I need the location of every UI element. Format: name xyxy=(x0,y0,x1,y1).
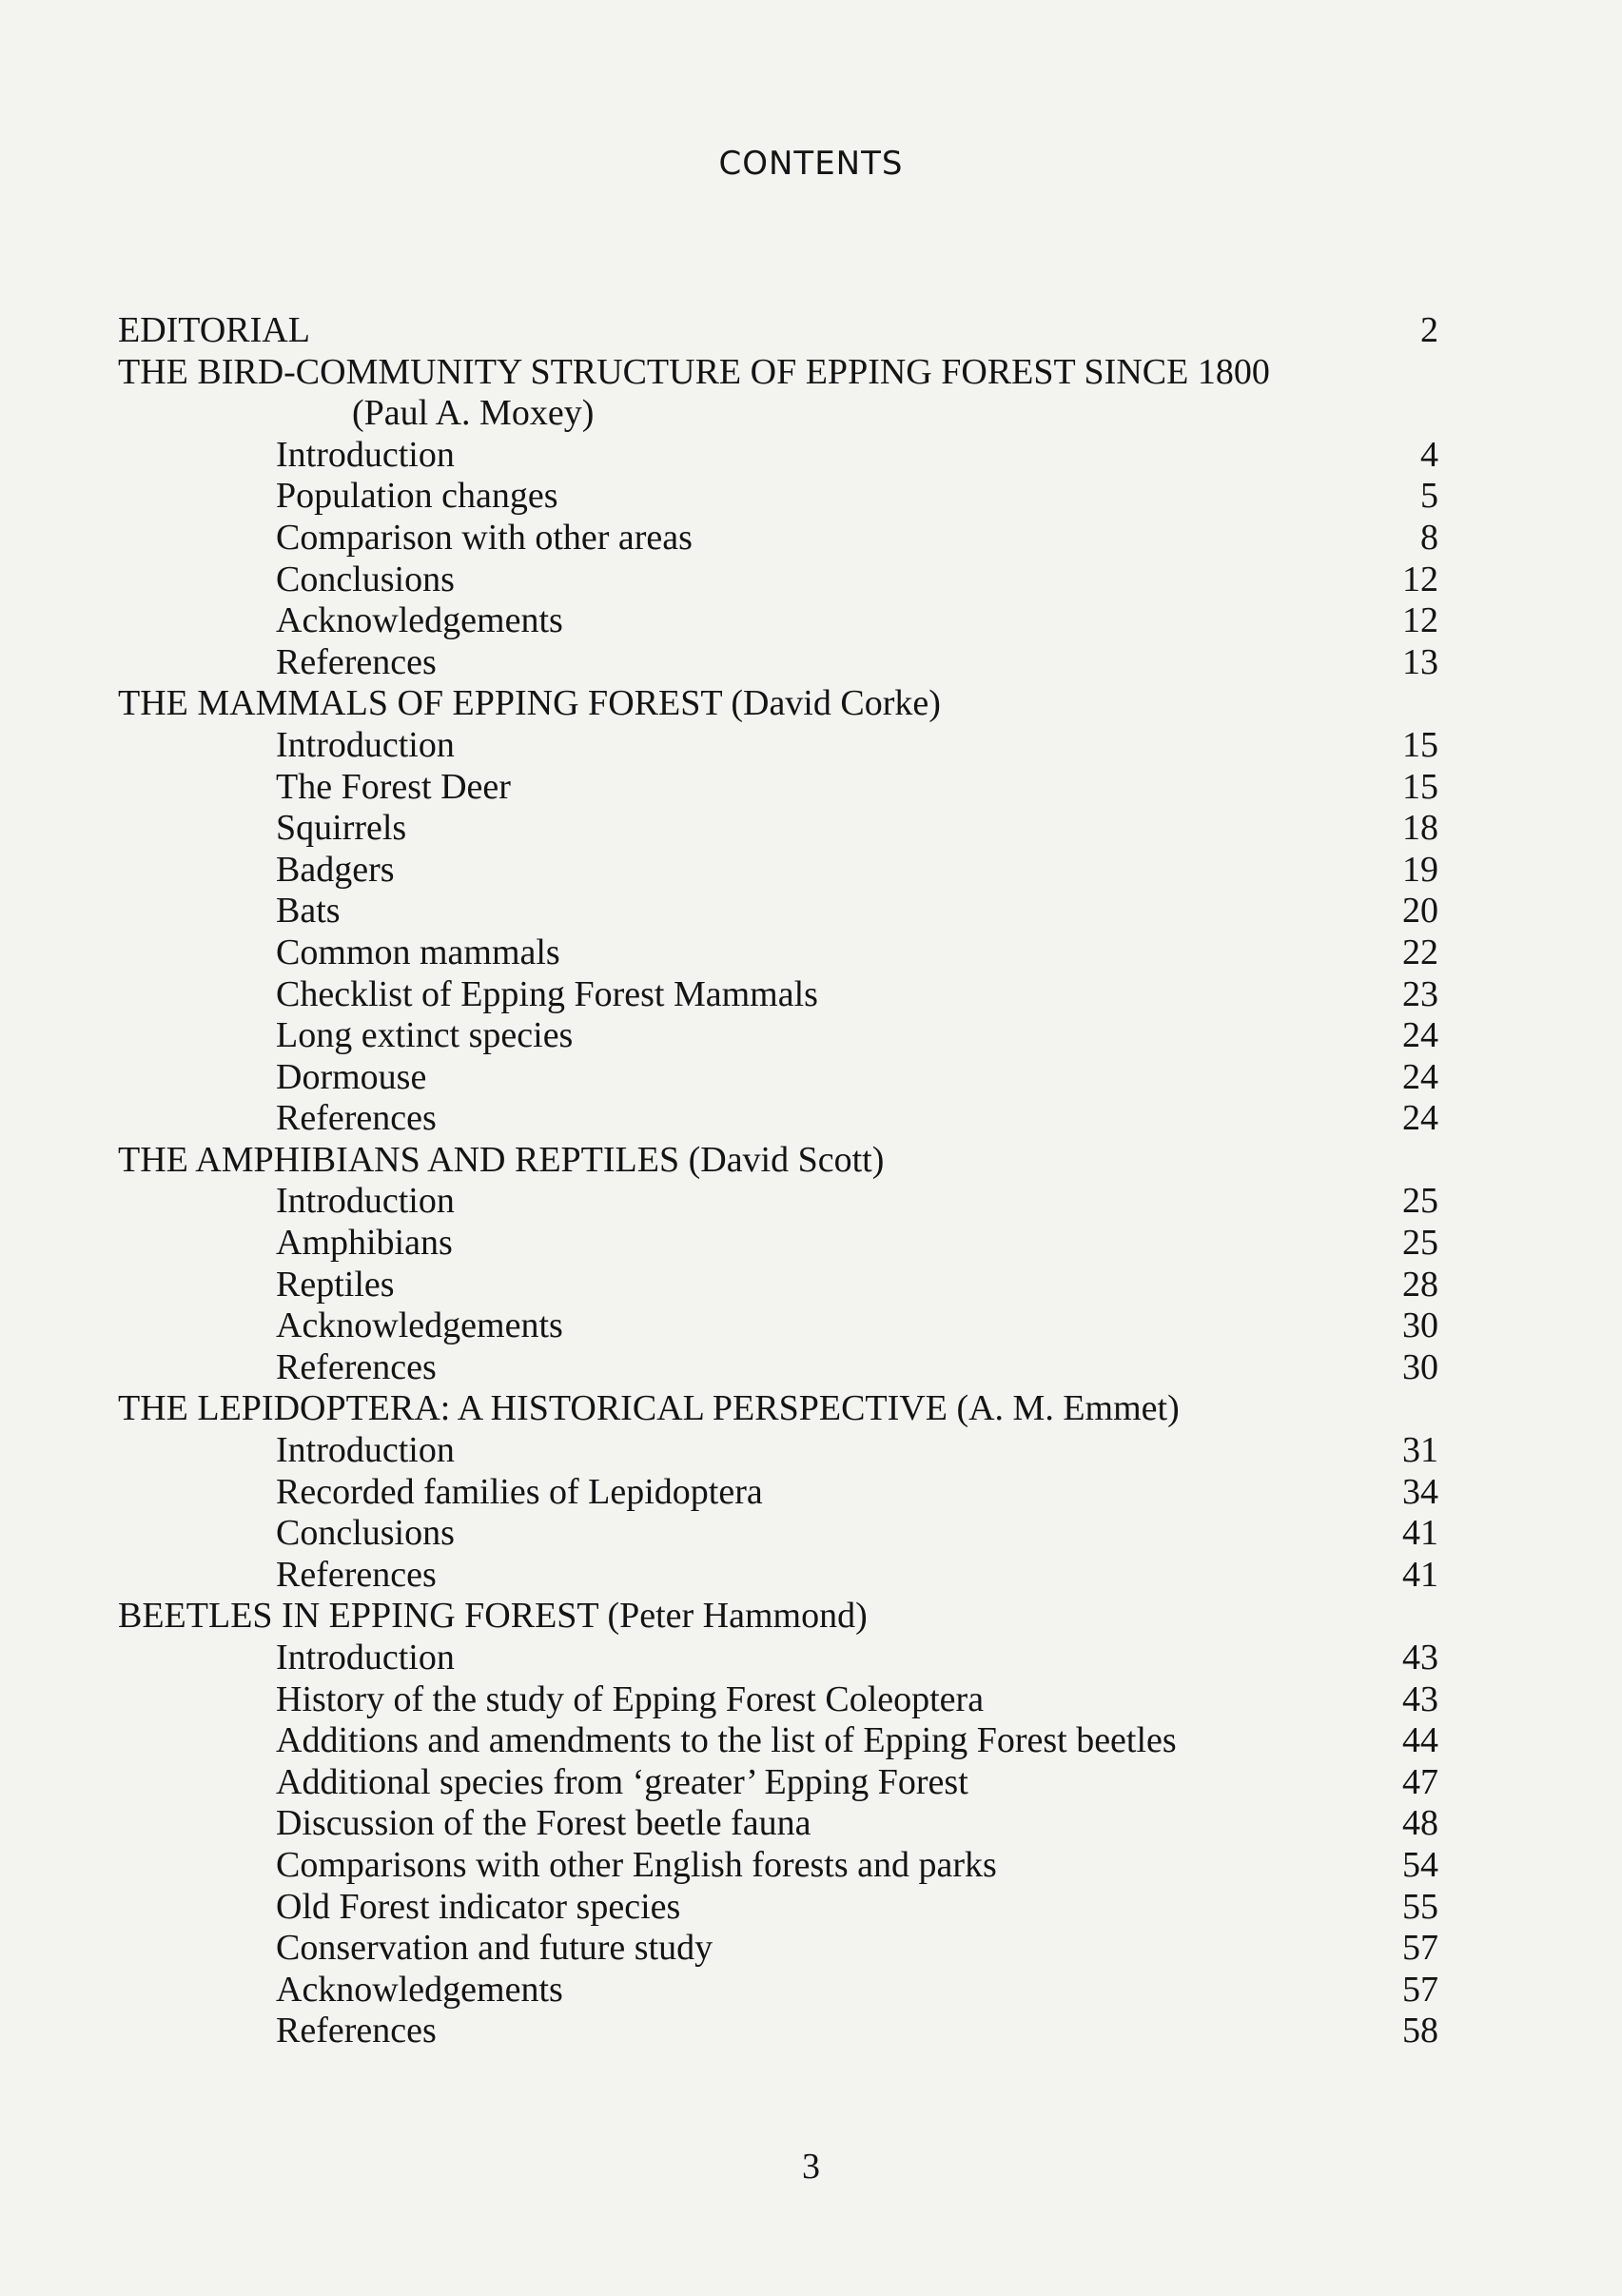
toc-entry-title: Discussion of the Forest beetle fauna xyxy=(276,1803,811,1844)
toc-entry xyxy=(118,1015,1438,1057)
toc-page-number: 54 xyxy=(1402,1844,1438,1885)
toc-entry-title: References xyxy=(276,1098,437,1139)
toc-entry-title: Introduction xyxy=(276,434,455,475)
toc-entry-title: Old Forest indicator species xyxy=(276,1886,681,1927)
toc-page-number: 22 xyxy=(1402,932,1438,972)
toc-entry-title: Comparisons with other English forests and parks xyxy=(276,1844,997,1885)
toc-page-number: 47 xyxy=(1402,1761,1438,1802)
toc-page-number: 12 xyxy=(1402,600,1438,641)
toc-page-number: 23 xyxy=(1402,973,1438,1014)
toc-page-number: 24 xyxy=(1402,1098,1438,1139)
toc-page-number: 55 xyxy=(1402,1886,1438,1927)
toc-entry xyxy=(118,932,1438,974)
toc-page-number: 30 xyxy=(1402,1346,1438,1387)
toc-entry-title: Introduction xyxy=(276,724,455,765)
toc-entry xyxy=(118,1762,1438,1804)
toc-page-number: 13 xyxy=(1402,641,1438,682)
toc-page-number: 34 xyxy=(1402,1471,1438,1512)
toc-entry-title: History of the study of Epping Forest Coleoptera xyxy=(276,1678,985,1719)
toc-section xyxy=(118,1140,1438,1182)
toc-entry xyxy=(118,767,1438,809)
toc-entry-title: Squirrels xyxy=(276,808,407,849)
toc-page-number: 15 xyxy=(1402,766,1438,807)
toc-entry xyxy=(118,1679,1438,1721)
toc-entry xyxy=(118,1638,1438,1679)
toc-entry xyxy=(118,1887,1438,1929)
toc-page-number: 57 xyxy=(1402,1969,1438,2010)
toc-entry xyxy=(118,2011,1438,2052)
toc-entry-title: Checklist of Epping Forest Mammals xyxy=(276,973,818,1014)
toc-entry xyxy=(118,1472,1438,1514)
toc-page-number: 41 xyxy=(1402,1513,1438,1554)
toc-page-number: 5 xyxy=(1420,476,1438,517)
toc-page-number: 24 xyxy=(1402,1015,1438,1056)
toc-section xyxy=(118,683,1438,725)
toc-entry xyxy=(118,1265,1438,1306)
toc-page-number: 19 xyxy=(1402,849,1438,890)
toc-entry-title: THE LEPIDOPTERA: A HISTORICAL PERSPECTIVE (A. M. Emmet) xyxy=(118,1388,1180,1429)
toc-entry xyxy=(118,1057,1438,1099)
toc-entry xyxy=(118,1803,1438,1845)
toc-entry xyxy=(118,974,1438,1016)
toc-page-number: 57 xyxy=(1402,1928,1438,1969)
toc-entry-title: Dormouse xyxy=(276,1056,427,1097)
toc-page-number: 2 xyxy=(1420,310,1438,350)
toc-page-number: 43 xyxy=(1402,1638,1438,1678)
toc-entry-title: THE BIRD-COMMUNITY STRUCTURE OF EPPING FOREST SINCE 1800 xyxy=(118,351,1270,392)
toc-page-number: 4 xyxy=(1420,434,1438,475)
toc-entry-title: Additional species from ‘greater’ Epping Forest xyxy=(276,1761,968,1802)
toc-entry xyxy=(118,1928,1438,1970)
table-of-contents xyxy=(118,310,1438,2052)
toc-entry-title: Acknowledgements xyxy=(276,1305,563,1346)
toc-entry-title: Introduction xyxy=(276,1638,455,1678)
toc-page-number: 20 xyxy=(1402,891,1438,932)
toc-entry xyxy=(118,1305,1438,1347)
toc-page-number: 41 xyxy=(1402,1554,1438,1595)
toc-entry-title: Introduction xyxy=(276,1430,455,1471)
toc-entry-title: Amphibians xyxy=(276,1223,453,1264)
page-number: 3 xyxy=(802,2147,820,2187)
toc-entry xyxy=(118,1720,1438,1762)
toc-page-number: 8 xyxy=(1420,517,1438,558)
page-heading: CONTENTS xyxy=(718,145,904,183)
toc-page-number: 18 xyxy=(1402,808,1438,849)
toc-entry-title: References xyxy=(276,1346,437,1387)
toc-page-number: 15 xyxy=(1402,724,1438,765)
toc-entry xyxy=(118,725,1438,767)
toc-entry-title: EDITORIAL xyxy=(118,310,310,350)
toc-entry-title: Common mammals xyxy=(276,932,560,972)
toc-page-number: 12 xyxy=(1402,559,1438,599)
toc-entry-title: Recorded families of Lepidoptera xyxy=(276,1471,763,1512)
toc-entry-title: Population changes xyxy=(276,476,558,517)
toc-entry-title: THE MAMMALS OF EPPING FOREST (David Corke) xyxy=(118,683,941,724)
toc-entry-title: Reptiles xyxy=(276,1264,395,1305)
toc-entry xyxy=(118,1513,1438,1555)
toc-entry-title: (Paul A. Moxey) xyxy=(352,393,595,434)
toc-entry xyxy=(118,1223,1438,1265)
toc-entry-title: Comparison with other areas xyxy=(276,517,693,558)
toc-entry xyxy=(118,476,1438,518)
toc-page-number: 44 xyxy=(1402,1720,1438,1761)
toc-page-number: 58 xyxy=(1402,2011,1438,2051)
toc-entry-title: Bats xyxy=(276,891,341,932)
toc-page-number: 25 xyxy=(1402,1181,1438,1222)
toc-entry xyxy=(118,1555,1438,1597)
toc-entry-title: The Forest Deer xyxy=(276,766,511,807)
toc-entry-title: Long extinct species xyxy=(276,1015,574,1056)
toc-page-number: 28 xyxy=(1402,1264,1438,1305)
toc-entry-title: Conclusions xyxy=(276,559,455,599)
toc-entry-title: THE AMPHIBIANS AND REPTILES (David Scott) xyxy=(118,1139,885,1180)
toc-section xyxy=(118,1596,1438,1638)
toc-entry-title: Badgers xyxy=(276,849,395,890)
toc-entry-title: Introduction xyxy=(276,1181,455,1222)
toc-section xyxy=(118,1388,1438,1430)
toc-entry xyxy=(118,850,1438,892)
toc-entry-title: References xyxy=(276,641,437,682)
toc-entry xyxy=(118,559,1438,601)
toc-entry xyxy=(118,1181,1438,1223)
toc-entry xyxy=(118,1098,1438,1140)
toc-entry-title: References xyxy=(276,1554,437,1595)
toc-entry xyxy=(118,808,1438,850)
toc-entry-title: BEETLES IN EPPING FOREST (Peter Hammond) xyxy=(118,1596,868,1637)
toc-page-number: 30 xyxy=(1402,1305,1438,1346)
toc-entry xyxy=(118,642,1438,684)
toc-entry xyxy=(118,1845,1438,1887)
toc-entry-title: Additions and amendments to the list of Epping Forest beetles xyxy=(276,1720,1177,1761)
toc-section xyxy=(118,310,1438,352)
toc-page-number: 43 xyxy=(1402,1678,1438,1719)
toc-page-number: 24 xyxy=(1402,1056,1438,1097)
toc-entry-title: References xyxy=(276,2011,437,2051)
toc-entry xyxy=(118,435,1438,477)
toc-entry xyxy=(118,518,1438,559)
toc-author xyxy=(118,393,1438,435)
toc-page-number: 25 xyxy=(1402,1223,1438,1264)
toc-page-number: 48 xyxy=(1402,1803,1438,1844)
toc-entry xyxy=(118,1970,1438,2011)
toc-entry-title: Acknowledgements xyxy=(276,600,563,641)
toc-entry xyxy=(118,891,1438,932)
toc-entry xyxy=(118,600,1438,642)
toc-entry xyxy=(118,1430,1438,1472)
toc-entry-title: Acknowledgements xyxy=(276,1969,563,2010)
toc-page-number: 31 xyxy=(1402,1430,1438,1471)
toc-entry-title: Conservation and future study xyxy=(276,1928,713,1969)
toc-section xyxy=(118,352,1438,394)
toc-entry-title: Conclusions xyxy=(276,1513,455,1554)
toc-entry xyxy=(118,1347,1438,1389)
